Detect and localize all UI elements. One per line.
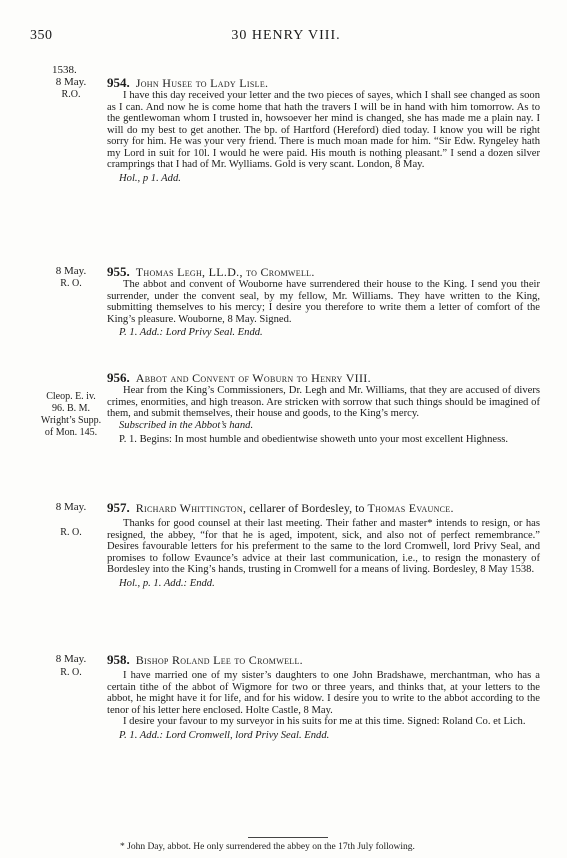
entry-date: 8 May. <box>55 501 87 513</box>
entry-source: Cleop. E. iv. 96. B. M. Wright’s Supp. of Mon. 145. <box>40 391 102 438</box>
entry-body: I have this day received your letter and the two pieces of sayes, which I shall see changed as soon as I can. And now he is come home that hath the travers I will be in hand with him tomorrow. As to the gentlewoman whom I trusted in, howsoever her mind is changed, she has made me a plain nay. I will do my best to get another. The bp. of Hartford (Hereford) died today. I know you will be right sorry for him. He was your very friend. There is much moan made for him. “Sir Edw. Ryngeley hath my Lord in suit for 10l. I would he were paid. His mouth is nothing pleasant.” I send a dozen silver cramprings that I had of Mr. Wylliams. Gold is very scant. London, 8 May. <box>107 90 540 171</box>
entry-margin <box>40 501 102 539</box>
entry-source: R. O. <box>60 527 82 538</box>
entry-subscribed-note: Subscribed in the Abbot’s hand. <box>119 419 254 431</box>
entry-heading <box>107 371 540 385</box>
year-label: 1538. <box>52 64 77 76</box>
entry-title-middle: cellarer of Bordesley, to <box>246 501 368 515</box>
entry-body: Hear from the King’s Commissioners, Dr. Legh and Mr. Williams, that they are accused of divers crimes, enormities, and high treason. Are stricken with sorrow that such things should be imagined of them, and submit themselves, their house and goods, to the King’s mercy. <box>107 385 540 420</box>
entry-number: 957. <box>107 500 130 515</box>
entry-endorsement: Hol., p. 1. Add.: Endd. <box>119 577 215 589</box>
entry-margin <box>40 653 102 679</box>
entry-title-recipient: Thomas Evaunce. <box>367 501 454 515</box>
page-number: 350 <box>30 28 53 43</box>
entry-body-continued: I desire your favour to my surveyor in his suits for me at this time. Signed: Roland Co. et Lich. <box>123 716 526 728</box>
page-header <box>30 28 542 46</box>
entry-title: Abbot and Convent of Woburn to Henry VIII. <box>135 371 371 385</box>
entry-title: Bishop Roland Lee to Cromwell. <box>135 653 303 667</box>
entry-margin <box>40 265 102 290</box>
entry-date: 8 May. <box>55 76 87 88</box>
entry-heading <box>107 265 540 279</box>
entry-heading <box>107 501 540 515</box>
entry-title: Richard Whittington, <box>135 501 247 515</box>
entry-endorsement: P. 1. Add.: Lord Privy Seal. Endd. <box>119 327 263 339</box>
entry-endorsement: P. 1. Begins: In most humble and obedientwise showeth unto your most excellent Highness. <box>119 433 508 445</box>
entry-endorsement: Hol., p 1. Add. <box>119 172 181 184</box>
entry-title: John Husee to Lady Lisle. <box>135 76 269 90</box>
entry-number: 958. <box>107 652 130 667</box>
entry-margin <box>40 391 102 439</box>
entry-source: R. O. <box>60 667 82 678</box>
entry-number: 956. <box>107 370 130 385</box>
entry-title: Thomas Legh, LL.D., to Cromwell. <box>135 265 315 279</box>
running-title: 30 HENRY VIII. <box>231 28 341 43</box>
entry-heading <box>107 76 540 90</box>
entry-source: R.O. <box>61 89 81 100</box>
entry-date: 8 May. <box>55 653 87 665</box>
entry-source: R. O. <box>60 278 82 289</box>
entry-number: 954. <box>107 75 130 90</box>
entry-number: 955. <box>107 264 130 279</box>
entry-margin <box>40 76 102 101</box>
entry-date: 8 May. <box>55 265 87 277</box>
entry-body: Thanks for good counsel at their last meeting. Their father and master* intends to resign, or has resigned, the abbey, “for that he is aged, impotent, sick, and also not of perfect remembrance.” Desires favourable letters for his preferment to the same to the lord Cromwell, lord Privy Seal, and promises to follow Evaunce’s advice at their last communication, i.e., to resign the monastery of Bordesley into the King’s hands, trusting in Cromwell for a means of living. Bordesley, 8 May 1538. <box>107 518 540 576</box>
entry-heading <box>107 653 540 667</box>
entry-body: I have married one of my sister’s daughters to one John Bradshawe, merchantman, who has a certain tithe of the abbot of Wigmore for two or three years, and thinks that, at your letters to the abbot, he might have it for life, and for his widow. I desire you to write to the abbot according to the tenor of his letter here enclosed. Holte Castle, 8 May. <box>107 670 540 716</box>
footnote: * John Day, abbot. He only surrendered the abbey on the 17th July following. <box>120 842 415 852</box>
entry-body: The abbot and convent of Wouborne have surrendered their house to the King. I send you their surrender, under the convent seal, by my fellow, Mr. Williams. They have written to the King, submitting themselves to his mercy; I desire you therefore to write them a letter of comfort of the King’s pleasure. Wouborne, 8 May. Signed. <box>107 279 540 325</box>
footnote-rule <box>248 837 328 838</box>
entry-endorsement: P. 1. Add.: Lord Cromwell, lord Privy Seal. Endd. <box>119 729 330 741</box>
